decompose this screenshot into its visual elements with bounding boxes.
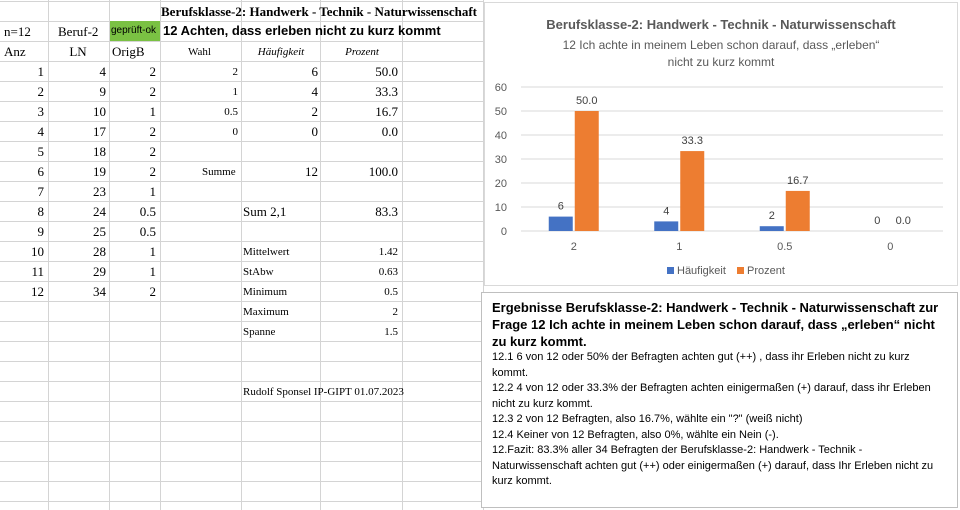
grid-row-line [0,321,484,322]
bar-data-label: 50.0 [576,95,598,107]
row-ln[interactable]: 25 [93,224,106,239]
row-origb[interactable]: 2 [149,84,156,99]
header-ln[interactable]: LN [69,44,87,59]
y-tick-label: 30 [494,154,507,166]
stat-value[interactable]: 1.5 [384,326,398,338]
stat-value[interactable]: 0.5 [384,286,398,298]
chart-subtitle-line1: 12 Ich achte in meinem Leben schon darauf, dass „erleben“ [562,38,880,52]
grid-row-line [0,501,484,502]
grid-row-line [0,481,484,482]
stat-label[interactable]: Spanne [243,326,276,338]
stat-label[interactable]: Minimum [243,286,288,298]
grid-row-line [0,441,484,442]
y-tick-label: 20 [494,178,507,190]
legend-label[interactable]: Häufigkeit [677,265,726,277]
row-anz[interactable]: 1 [37,64,44,79]
credit-line[interactable]: Rudolf Sponsel IP-GIPT 01.07.2023 [243,386,404,398]
freq-prozent[interactable]: 0.0 [381,124,398,139]
row-anz[interactable]: 4 [37,124,44,139]
bar-haeufigkeit[interactable] [549,217,573,231]
row-anz[interactable]: 7 [37,184,44,199]
bar-data-label: 0 [874,215,881,227]
row-anz[interactable]: 3 [37,104,44,119]
y-tick-label: 50 [494,106,507,118]
row-origb[interactable]: 2 [149,164,156,179]
row-anz[interactable]: 12 [31,284,44,299]
freq-prozent[interactable]: 50.0 [375,64,398,79]
checked-ok-cell[interactable]: geprüft-ok [110,21,160,41]
bar-data-label: 16.7 [787,174,809,187]
row-ln[interactable]: 24 [93,204,106,219]
header-haeufigkeit[interactable]: Häufigkeit [257,46,305,58]
bar-data-label: 2 [768,210,775,223]
summe-haeufigkeit[interactable]: 12 [305,164,318,179]
stat-value[interactable]: 1.42 [378,246,398,258]
grid-row-line [0,461,484,462]
legend-swatch [737,267,744,274]
row-anz[interactable]: 5 [37,144,44,159]
x-tick-label: 0 [887,241,894,253]
result-12-1: 12.1 6 von 12 oder 50% der Befragten achten gut (++) , dass ihr Erleben nicht zu kurz kommt. [492,351,910,379]
row-ln[interactable]: 29 [93,264,106,279]
row-ln[interactable]: 18 [93,144,106,159]
row-origb[interactable]: 2 [149,284,156,299]
freq-haeufigkeit[interactable]: 6 [311,64,318,79]
row-ln[interactable]: 4 [99,64,106,79]
grid-row-line [0,361,484,362]
y-tick-label: 60 [494,82,507,94]
row-origb[interactable]: 1 [149,104,156,119]
row-anz[interactable]: 6 [37,164,44,179]
x-tick-label: 2 [570,241,577,253]
bar-chart [485,3,957,285]
legend-label[interactable]: Prozent [747,265,785,277]
legend-swatch [667,267,674,274]
row-origb[interactable]: 1 [149,264,156,279]
freq-wahl[interactable]: 2 [232,66,238,78]
grid-row-line [0,421,484,422]
bar-data-label: 6 [557,200,564,213]
result-12-3: 12.3 2 von 12 Befragten, also 16.7%, wählte ein "?" (weiß nicht) [492,413,803,425]
stat-label[interactable]: StAbw [243,266,274,278]
row-origb[interactable]: 2 [149,144,156,159]
y-tick-label: 10 [494,202,507,214]
row-ln[interactable]: 34 [93,284,106,299]
header-origb[interactable]: OrigB [112,44,145,59]
row-origb[interactable]: 0.5 [139,224,156,239]
grid-row-line [0,341,484,342]
y-tick-label: 0 [500,226,507,238]
row-anz[interactable]: 9 [37,224,44,239]
y-tick-label: 40 [494,130,507,142]
row-anz[interactable]: 11 [31,264,44,279]
bar-haeufigkeit[interactable] [760,226,784,231]
summe-prozent[interactable]: 100.0 [368,164,398,179]
results-heading: Ergebnisse Berufsklasse-2: Handwerk - Technik - Naturwissenschaft zur Frage 12 Ich achte in meinem Leben schon darauf, dass „erleben“ nicht zu kurz kommt. [492,300,939,349]
row-origb[interactable]: 1 [149,184,156,199]
bar-prozent[interactable] [680,151,704,231]
grid-col-line [320,0,321,510]
sheet-title[interactable]: Berufsklasse-2: Handwerk - Technik - Naturwissenschaft [161,4,477,19]
row-ln[interactable]: 23 [93,184,106,199]
header-wahl[interactable]: Wahl [188,46,211,58]
sum21-label[interactable]: Sum 2,1 [243,204,287,219]
chart-subtitle-line2: nicht zu kurz kommt [667,55,775,69]
x-tick-label: 1 [676,241,683,253]
row-origb[interactable]: 2 [149,124,156,139]
row-anz[interactable]: 8 [37,204,44,219]
freq-wahl[interactable]: 1 [232,86,238,98]
row-anz[interactable]: 10 [31,244,44,259]
result-12-4: 12.4 Keiner von 12 Befragten, also 0%, wählte ein Nein (-). [492,428,779,441]
stat-label[interactable]: Maximum [243,306,289,318]
freq-prozent[interactable]: 16.7 [375,104,398,119]
bar-haeufigkeit[interactable] [654,221,678,231]
stat-label[interactable]: Mittelwert [243,246,290,258]
header-prozent[interactable]: Prozent [345,46,379,58]
result-12-fazit: 12.Fazit: 83.3% aller 34 Befragten der Berufsklasse-2: Handwerk - Technik - Naturwissenschaft achten gut (++) oder einigermaßen (+) darauf, dass Ihr Erleben nicht zu kurz kommt. [492,444,934,487]
chart-title: Berufsklasse-2: Handwerk - Technik - Naturwissenschaft [546,17,896,32]
bar-data-label: 33.3 [681,135,703,148]
freq-prozent[interactable]: 33.3 [375,84,398,99]
row-origb[interactable]: 2 [149,64,156,79]
row-anz[interactable]: 2 [37,84,44,99]
row-ln[interactable]: 17 [93,124,106,139]
chart-panel[interactable] [484,2,958,286]
result-12-2: 12.2 4 von 12 oder 33.3% der Befragten achten einigermaßen (+) darauf, dass ihr Erleben nicht zu kurz kommt. [492,382,931,410]
x-tick-label: 0.5 [777,241,793,253]
grid-col-line [402,0,403,510]
stat-value[interactable]: 0.63 [378,266,398,278]
row-ln[interactable]: 19 [93,164,106,179]
beruf-label[interactable]: Beruf-2 [58,24,99,39]
bar-data-label: 4 [663,205,670,218]
question-title[interactable]: 12 Achten, dass erleben nicht zu kurz kommt [163,23,441,38]
row-ln[interactable]: 28 [93,244,106,259]
results-textbox[interactable] [481,292,958,508]
row-ln[interactable]: 10 [93,104,106,119]
grid-col-line [48,0,49,510]
n-label[interactable]: n=12 [4,24,31,39]
row-origb[interactable]: 0.5 [139,204,156,219]
freq-haeufigkeit[interactable]: 2 [311,104,318,119]
row-ln[interactable]: 9 [99,84,106,99]
freq-haeufigkeit[interactable]: 0 [311,124,318,139]
stat-value[interactable]: 2 [392,306,398,318]
grid-col-line [160,0,161,510]
freq-wahl[interactable]: 0 [232,126,238,138]
freq-wahl[interactable]: 0.5 [224,106,238,118]
row-origb[interactable]: 1 [149,244,156,259]
header-anz[interactable]: Anz [4,44,26,59]
summe-label[interactable]: Summe [202,166,236,178]
bar-prozent[interactable] [786,191,810,231]
freq-haeufigkeit[interactable]: 4 [311,84,318,99]
bar-prozent[interactable] [575,111,599,231]
bar-data-label: 0.0 [895,215,911,227]
sum21-prozent[interactable]: 83.3 [375,204,398,219]
